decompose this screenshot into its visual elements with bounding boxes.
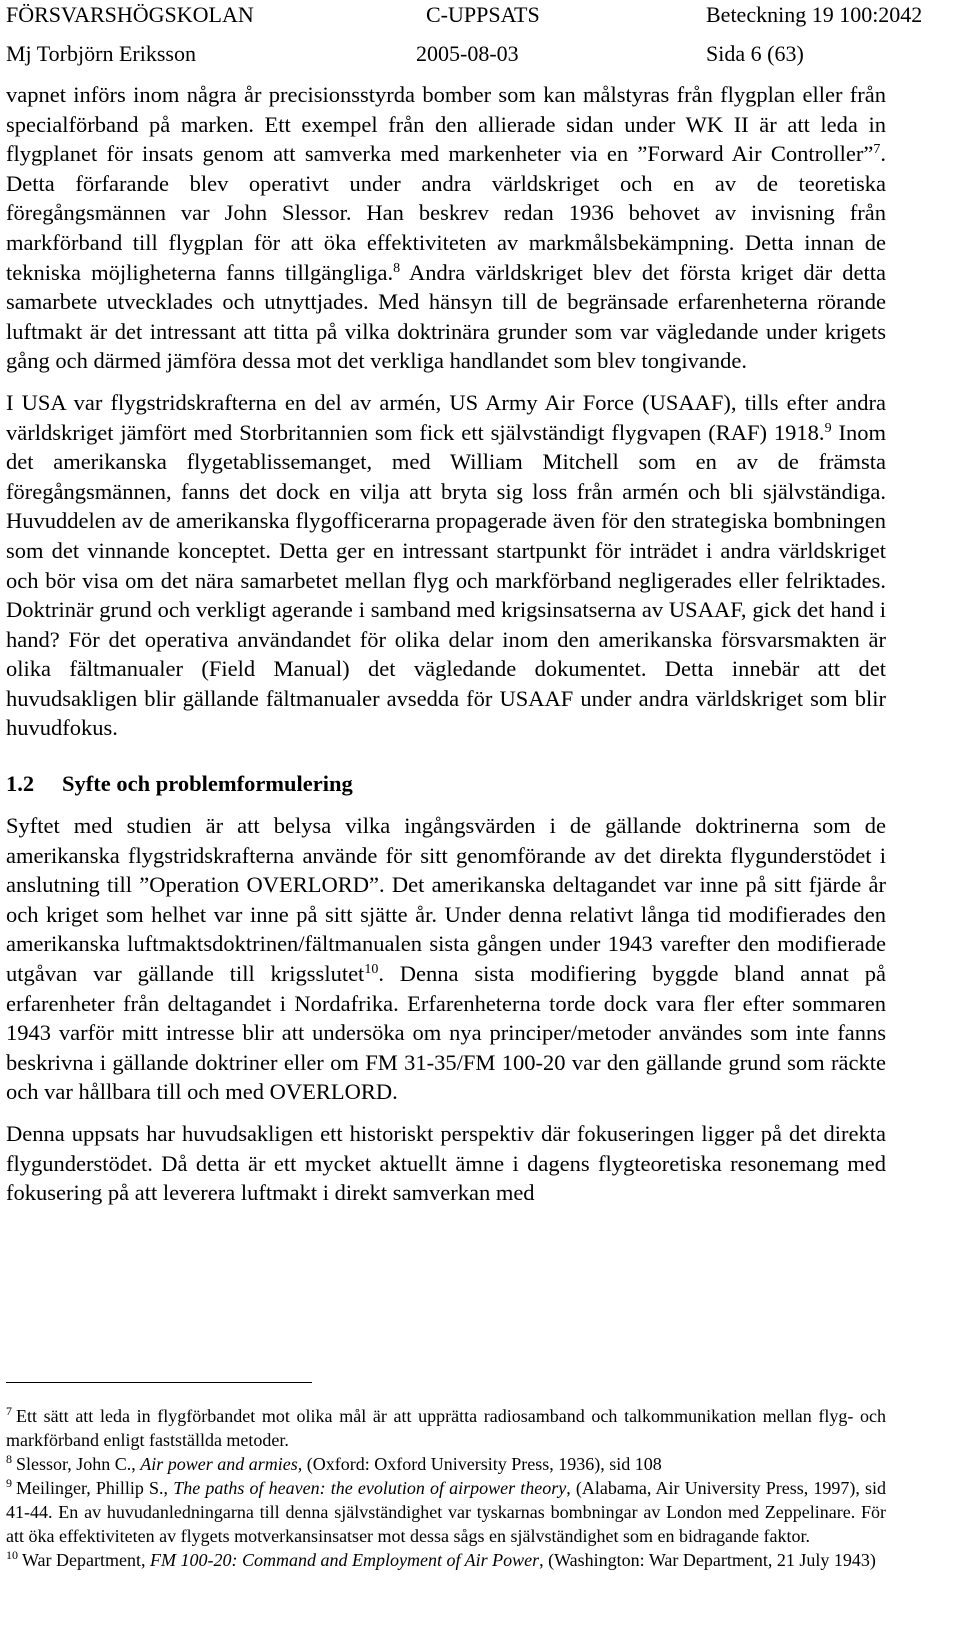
paragraph-text: . Denna sista modifiering byggde bland annat på erfarenheter från deltagandet i Nordafrika. Erfarenheterna torde dock vara fler efter sommaren 1943 varför mitt intresse blir att undersöka om nya principer/metoder användes som inte fanns beskrivna i gällande doktriner eller om FM 31-35/FM 100-20 var den gällande grund som räckte och var hållbara till och med OVERLORD. bbox=[6, 961, 886, 1105]
paragraph bbox=[6, 80, 886, 376]
paragraph-text: Andra världskriget blev det första kriget där detta samarbete utvecklades och utnyttjades. Med hänsyn till de begränsade erfarenheterna rörande luftmakt är det intressant att titta på vilka doktrinära grunder som var vägledande under krigets gång och därmed jämföra dessa mot det verkliga handlandet som blev tongivande. bbox=[6, 259, 886, 374]
header-author: Mj Torbjörn Eriksson bbox=[6, 41, 196, 66]
section-title: Syfte och problemformulering bbox=[62, 771, 353, 797]
footnote-7 bbox=[6, 1404, 886, 1452]
footnote-author: War Department, bbox=[22, 1550, 150, 1570]
footnote-separator bbox=[6, 1382, 312, 1383]
footnote-text: , (Washington: War Department, 21 July 1943) bbox=[539, 1550, 876, 1570]
footnote-title: The paths of heaven: the evolution of airpower theory bbox=[173, 1478, 567, 1498]
footnote-8 bbox=[6, 1452, 886, 1476]
footnote-author: Slessor, John C., bbox=[16, 1454, 141, 1474]
paragraph-text: . Detta förfarande blev operativt under andra världskriget och en av de teoretiska föregångsmännen var John Slessor. Han beskrev redan 1936 behovet av invisning från markförband till flygplan för att öka effektiviteten av markmålsbekämpning. Detta innan de tekniska möjligheterna fanns tillgängliga. bbox=[6, 141, 886, 285]
footnote-10 bbox=[6, 1548, 886, 1572]
paragraph-text: Inom det amerikanska flygetablissemanget, med William Mitchell som en av de främsta föregångsmännen, fanns det dock en vilja att bryta sig loss från armén och bli självständiga. Huvuddelen av de amerikanska flygofficerarna propagerade även för den strategiska bombningen som det vinnande konceptet. Detta ger en intressant startpunkt för inträdet i andra världskriget och bör visa om det nära samarbetet mellan flyg och markförband negligerades eller felriktades. Doktrinär grund och verkligt agerande i samband med krigsinsatserna av USAAF, gick det hand i hand? För det operativa användandet för olika delar inom den amerikanska försvarsmakten är olika fältmanualer (Field Manual) det vägledande dokumentet. Detta innebär att det huvudsakligen blir gällande fältmanualer avsedda för USAAF under andra världskriget som blir huvudfokus. bbox=[6, 419, 886, 741]
body-text bbox=[6, 80, 886, 1220]
header-institution: FÖRSVARSHÖGSKOLAN bbox=[6, 2, 254, 27]
running-header-line-1 bbox=[6, 2, 956, 28]
footnote-number: 7 bbox=[6, 1404, 12, 1418]
footnote-text: Ett sätt att leda in flygförbandet mot olika mål är att upprätta radiosamband och talkommunikation mellan flyg- och markförband enligt fastställda metoder. bbox=[6, 1406, 886, 1450]
paragraph-text: Syftet med studien är att belysa vilka ingångsvärden i de gällande doktrinerna som de amerikanska flygstridskrafterna använde för sitt genomförande av det direkta flygunderstödet i anslutning till ”Operation OVERLORD”. Det amerikanska deltagandet var inne på sitt fjärde år och kriget som helhet var inne på sitt sjätte år. Under denna relativt långa tid modifierades den amerikanska luftmaktsdoktrinen/fältmanualen sista gången under 1943 varefter den modifierade utgåvan var gällande till krigsslutet bbox=[6, 813, 886, 987]
header-designation: Beteckning 19 100:2042 bbox=[706, 2, 923, 27]
section-number: 1.2 bbox=[6, 771, 35, 797]
footnote-ref-9: 9 bbox=[824, 420, 832, 436]
footnote-number: 10 bbox=[6, 1548, 18, 1562]
footnote-title: FM 100-20: Command and Employment of Air Power bbox=[150, 1550, 540, 1570]
footnote-text: , (Alabama, Air University Press, 1997), sid 41-44. En av huvudanledningarna till denna självständighet var tyskarnas bombningar av London med Zeppelinare. För att öka effektiviteten av flygets motverkansinsatser mot dessa sågs en självständighet som en bidragande faktor. bbox=[6, 1478, 886, 1546]
header-page-number: Sida 6 (63) bbox=[706, 41, 804, 66]
section-heading bbox=[6, 769, 886, 799]
footnotes bbox=[6, 1404, 886, 1572]
footnote-text: (Oxford: Oxford University Press, 1936), sid 108 bbox=[302, 1454, 662, 1474]
footnote-author: Meilinger, Phillip S., bbox=[16, 1478, 174, 1498]
header-doc-type: C-UPPSATS bbox=[426, 2, 540, 27]
footnote-title: Air power and armies, bbox=[140, 1454, 303, 1474]
footnote-number: 8 bbox=[6, 1452, 12, 1466]
paragraph bbox=[6, 811, 886, 1107]
running-header-line-2 bbox=[6, 41, 956, 67]
paragraph: Denna uppsats har huvudsakligen ett historiskt perspektiv där fokuseringen ligger på det direkta flygunderstödet. Då detta är ett mycket aktuellt ämne i dagens flygteoretiska resonemang med fokusering på att leverera luftmakt i direkt samverkan med bbox=[6, 1121, 886, 1206]
footnote-number: 9 bbox=[6, 1476, 12, 1490]
footnote-9 bbox=[6, 1476, 886, 1548]
paragraph-text: vapnet införs inom några år precisionsstyrda bomber som kan målstyras från flygplan eller från specialförband på marken. Ett exempel från den allierade sidan under WK II är att leda in flygplanet för insats genom att samverka med markenheter via en ”Forward Air Controller” bbox=[6, 82, 886, 167]
footnote-ref-7: 7 bbox=[873, 142, 881, 158]
paragraph bbox=[6, 388, 886, 743]
header-date: 2005-08-03 bbox=[416, 41, 519, 66]
paragraph-text: I USA var flygstridskrafterna en del av armén, US Army Air Force (USAAF), tills efter andra världskriget jämfört med Storbritannien som fick ett självständigt flygvapen (RAF) 1918. bbox=[6, 389, 886, 445]
footnote-ref-10: 10 bbox=[364, 962, 379, 978]
footnote-ref-8: 8 bbox=[393, 260, 401, 276]
